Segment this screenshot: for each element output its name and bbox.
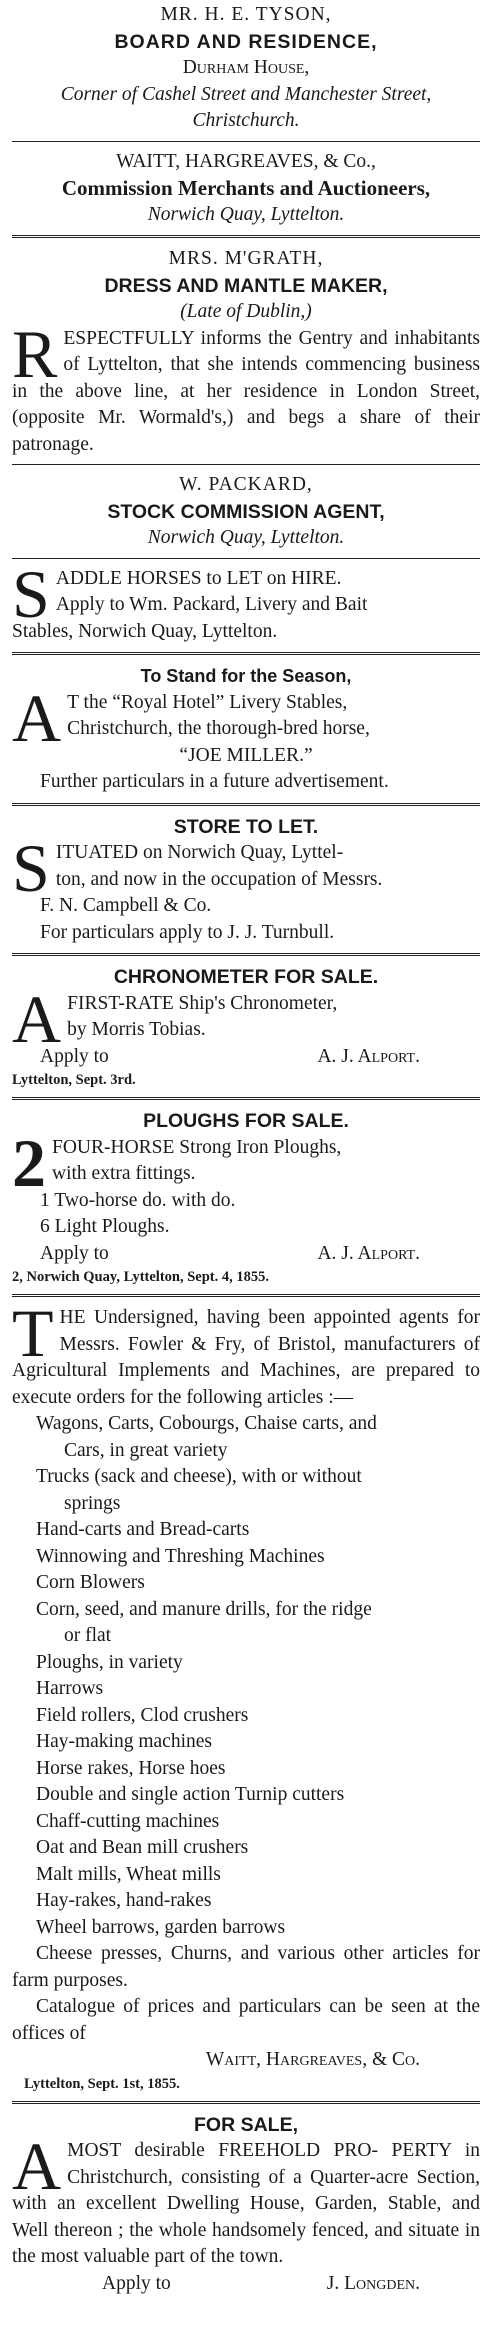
first-line: MOST desirable FREEHOLD PRO-: [67, 2140, 379, 2161]
first-line: ADDLE HORSES to LET on HIRE.: [55, 567, 342, 589]
ad-heading: STOCK COMMISSION AGENT,: [107, 500, 385, 523]
list-item: Corn, seed, and manure drills, for the ridge: [36, 1598, 372, 1620]
list-item: Hand-carts and Bread-carts: [36, 1519, 250, 1540]
drop-cap: S: [12, 555, 50, 632]
ad-body: [12, 2128, 481, 2271]
list-item: Oat and Bean mill crushers: [36, 1837, 249, 1858]
list-item: Field rollers, Clod crushers: [36, 1704, 249, 1726]
advertiser-name: W. PACKARD,: [179, 474, 313, 495]
divider: [12, 141, 480, 142]
drop-cap: R: [12, 315, 58, 392]
list-item: Corn Blowers: [36, 1572, 145, 1593]
body-text: Catalogue of prices and particulars can be seen at the offices of: [12, 1996, 480, 2044]
divider: [12, 2101, 480, 2104]
body-line: Further particulars in a future advertisement.: [40, 771, 389, 792]
list-item: Malt mills, Wheat mills: [36, 1863, 221, 1885]
divider: [12, 652, 480, 655]
drop-cap: A: [12, 980, 62, 1057]
address-line: Corner of Cashel Street and Manchester Street,: [60, 83, 432, 105]
dateline: Lyttelton, Sept. 1st, 1855.: [24, 2075, 180, 2092]
drop-cap: S: [12, 830, 50, 906]
drop-cap: A: [12, 2128, 62, 2204]
apply-label: Apply to: [102, 2272, 171, 2294]
list-item-continuation: springs: [64, 1492, 121, 1514]
body-line: 6 Light Ploughs.: [40, 1216, 170, 1237]
horse-name: “JOE MILLER.”: [179, 744, 313, 766]
body-text: agents for Messrs. Fowler & Fry, of Bristol, manufacturers of Agricultural Implements and Machines, are prepared to execute orders for the following articles :—: [12, 1307, 481, 1408]
list-item: Trucks (sack and cheese), with or without: [36, 1466, 362, 1487]
ad-store-to-let: [12, 814, 480, 947]
apply-line: [12, 1044, 480, 1071]
body-text: and inhabitants of Lyttelton, that she intends commencing business in the above line, at her residence in London Street, (opposite Mr. Wormald's,) and begs a share of their patronage.: [12, 327, 480, 455]
ad-heading: DRESS AND MANTLE MAKER,: [104, 274, 388, 297]
first-line: ITUATED on Norwich Quay, Lyttel-: [55, 842, 344, 863]
body-text: Cheese presses, Churns, and various other articles for farm purposes.: [12, 1943, 480, 1991]
ad-joe-miller: [12, 663, 480, 796]
body-line: Apply to Wm. Packard, Livery and Bait: [55, 594, 368, 615]
list-item: Horse rakes, Horse hoes: [36, 1757, 226, 1779]
ad-ploughs: [12, 1108, 480, 1287]
divider: [12, 464, 480, 465]
dateline: 2, Norwich Quay, Lyttelton, Sept. 4, 1855.: [12, 1269, 269, 1285]
advertiser-name: WAITT, HARGREAVES, & Co.,: [116, 150, 376, 172]
body-line: Stables, Norwich Quay, Lyttelton.: [12, 620, 278, 642]
ad-heading: To Stand for the Season,: [140, 666, 352, 686]
ad-packard: [12, 472, 480, 552]
list-item: Winnowing and Threshing Machines: [36, 1545, 325, 1567]
list-item: Wagons, Carts, Cobourgs, Chaise carts, and: [36, 1413, 377, 1434]
list-item-continuation: Cars, in great variety: [64, 1439, 228, 1461]
apply-line: [12, 1241, 480, 1268]
ad-heading: CHRONOMETER FOR SALE.: [113, 966, 379, 988]
ad-waitt-hargreaves: [12, 149, 480, 229]
divider: [12, 803, 480, 806]
ad-chronometer: [12, 964, 480, 1090]
body-line: F. N. Campbell & Co.: [40, 895, 212, 916]
divider: [12, 1294, 480, 1297]
agent-name: A. J. Alport.: [317, 1045, 420, 1067]
dateline: Lyttelton, Sept. 3rd.: [12, 1072, 136, 1088]
apply-line: [12, 2271, 480, 2298]
divider: [12, 1097, 480, 1100]
divider: [12, 953, 480, 956]
list-item: Double and single action Turnip cutters: [36, 1784, 345, 1805]
first-line: ESPECTFULLY informs the Gentry: [63, 327, 353, 349]
agent-name: A. J. Alport.: [317, 1242, 420, 1264]
origin-line: (Late of Dublin,): [180, 301, 312, 322]
ad-mcgrath: [12, 246, 480, 458]
first-line: FOUR-HORSE Strong Iron Ploughs,: [52, 1136, 342, 1158]
address-line: Norwich Quay, Lyttelton.: [147, 527, 345, 548]
divider: [12, 558, 480, 559]
ad-heading: STORE TO LET.: [173, 815, 319, 838]
drop-cap: 2: [12, 1124, 46, 1201]
body-line: ton, and now in the occupation of Messrs.: [55, 868, 383, 890]
agent-name: J. Longden.: [326, 2272, 420, 2294]
ad-intro: [12, 1295, 481, 1411]
first-line: FIRST-RATE Ship's Chronometer,: [67, 992, 338, 1014]
ad-saddle-horses: [12, 555, 480, 646]
list-item: Wheel barrows, garden barrows: [36, 1916, 286, 1938]
ad-tyson: [12, 2, 480, 135]
ad-heading: Commission Merchants and Auctioneers,: [61, 176, 431, 200]
list-item-continuation: or flat: [64, 1625, 112, 1646]
body-line: Christchurch, the thorough-bred horse,: [67, 718, 370, 739]
first-line: T the “Royal Hotel” Livery Stables,: [67, 691, 348, 713]
signature: Waitt, Hargreaves, & Co.: [205, 2049, 420, 2070]
article-list: [12, 1411, 480, 1941]
list-item: Chaff-cutting machines: [36, 1810, 220, 1832]
body-text: a Quarter-acre Section, with an excellent Dwelling House, Garden, Stable, and Well thereon ; the whole handsomely fenced, and situate in the most valuable part of the town.: [12, 2166, 481, 2267]
divider: [12, 235, 480, 238]
body-line: by Morris Tobias.: [67, 1019, 206, 1040]
list-item: Harrows: [36, 1678, 104, 1699]
list-item: Ploughs, in variety: [36, 1651, 183, 1673]
list-item: Hay-making machines: [36, 1731, 212, 1752]
ad-fowler-fry: [12, 1295, 481, 2094]
apply-label: Apply to: [40, 1242, 109, 1264]
body-line: PERTY in Christchurch, consisting of: [67, 2140, 481, 2188]
house-name: Durham House,: [182, 57, 310, 78]
body-line: 1 Two-horse do. with do.: [40, 1189, 236, 1211]
body-line: For particulars apply to J. J. Turnbull.: [40, 921, 335, 943]
ad-body: [12, 315, 480, 459]
ad-heading: PLOUGHS FOR SALE.: [143, 1110, 349, 1132]
drop-cap: A: [12, 679, 62, 756]
list-item: Hay-rakes, hand-rakes: [36, 1890, 212, 1911]
advertiser-name: MRS. M'GRATH,: [168, 248, 324, 269]
address-line: Norwich Quay, Lyttelton.: [147, 203, 345, 225]
ad-heading: BOARD AND RESIDENCE,: [114, 30, 378, 53]
drop-cap: T: [12, 1295, 54, 1371]
advertiser-name: MR. H. E. TYSON,: [160, 4, 332, 25]
address-line: Christchurch.: [192, 110, 300, 131]
first-line: HE Undersigned, having been appointed: [59, 1307, 391, 1328]
ad-heading: FOR SALE,: [193, 2113, 298, 2136]
ad-freehold-for-sale: [12, 2112, 480, 2298]
apply-label: Apply to: [40, 1045, 109, 1067]
body-line: with extra fittings.: [52, 1163, 196, 1184]
